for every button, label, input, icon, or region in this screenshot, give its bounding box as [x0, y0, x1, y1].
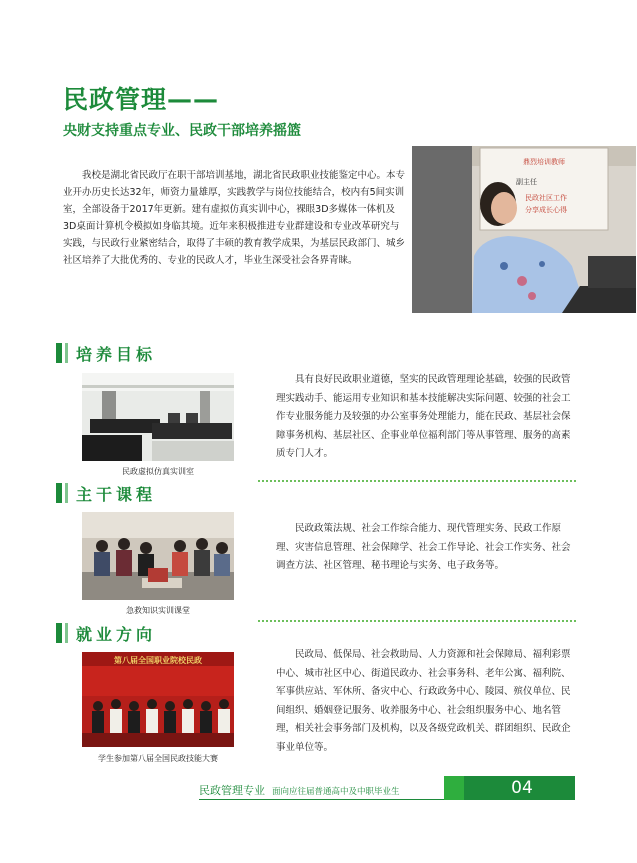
section-title-goal: 培养目标 [76, 344, 157, 364]
section-header-goal [56, 342, 156, 364]
photo-caption: 民政虚拟仿真实训室 [122, 467, 194, 476]
photo-caption: 学生参加第八届全国民政技能大赛 [98, 754, 218, 763]
dotted-divider [258, 620, 576, 622]
page-title: 民政管理—— [63, 85, 220, 114]
section-header-courses [56, 482, 156, 504]
section-header-career [56, 622, 156, 644]
teacher-lecture-photo [412, 146, 636, 313]
footer-major: 民政管理专业 [199, 784, 265, 797]
first-aid-class-photo [82, 512, 234, 600]
virtual-lab-photo [82, 373, 234, 461]
slide-line-3: 民政社区工作 [525, 194, 567, 202]
slide-line-4: 分享成长心得 [525, 206, 567, 214]
section-marker [56, 343, 62, 363]
section-marker [56, 623, 62, 643]
page-number: 04 [511, 778, 533, 798]
section-marker [56, 483, 62, 503]
section-text-career: 民政局、低保局、社会救助局、人力资源和社会保障局、福利彩票中心、城市社区中心、街道民政办、社会事务科、老年公寓、福利院、军事供应站、军休所、备灾中心、行政政务中心、陵园、殡仪单位、民间组织、婚姻登记服务、收养服务中心、社会组织服务中心、地名管理，相关社会事务部门及机构，以及各级党政机关、群团组织、民政企事业单位等。 [276, 649, 571, 753]
photo-caption: 急救知识实训课堂 [126, 606, 190, 615]
intro-paragraph: 我校是湖北省民政厅在职干部培训基地，湖北省民政职业技能鉴定中心。本专业开办历史长达32年，师资力量雄厚，实践教学与岗位技能结合，校内有5间实训室，全部设备于2017年更新。建有虚拟仿真实训中心，裸眼3D多媒体一体机及3D桌面计算机令模拟如身临其境。近年来积极推进专业群建设和专业改革研究与实践，与民政行业紧密结合，取得了丰硕的教育教学成果，为基层民政部门、城乡社区培养了大批优秀的、专业的民政人才，毕业生深受社会各界青睐。 [63, 170, 406, 266]
slide-line-1: 鼎烈培训教师 [523, 158, 565, 166]
footer-rule [199, 799, 444, 800]
section-marker-light [65, 623, 68, 643]
competition-banner: 第八届全国职业院校民政 [114, 656, 202, 665]
section-marker-light [65, 343, 68, 363]
slide-line-2: 副主任 [516, 178, 537, 186]
page-number-accent [444, 776, 464, 800]
section-text-courses: 民政政策法规、社会工作综合能力、现代管理实务、民政工作原理、灾害信息管理、社会保障学、社会工作导论、社会工作实务、社会调查方法、社区管理、秘书理论与实务、电子政务等。 [276, 523, 571, 571]
dotted-divider [258, 480, 576, 482]
page-subtitle: 央财支持重点专业、民政干部培养摇篮 [63, 123, 301, 139]
section-title-courses: 主干课程 [76, 484, 157, 504]
section-marker-light [65, 483, 68, 503]
section-text-goal: 具有良好民政职业道德，坚实的民政管理理论基础，较强的民政管理实践动手、能运用专业知识和基本技能解决实际问题、较强的社会工作专业服务能力及较强的办公室事务处理能力，能在民政、基层社会保障事务机构、基层社区、企事业单位福利部门等从事管理、服务的高素质专门人才。 [276, 374, 571, 459]
footer-audience: 面向应往届普通高中及中职毕业生 [272, 787, 400, 797]
section-title-career: 就业方向 [76, 624, 157, 644]
competition-photo [82, 652, 234, 747]
